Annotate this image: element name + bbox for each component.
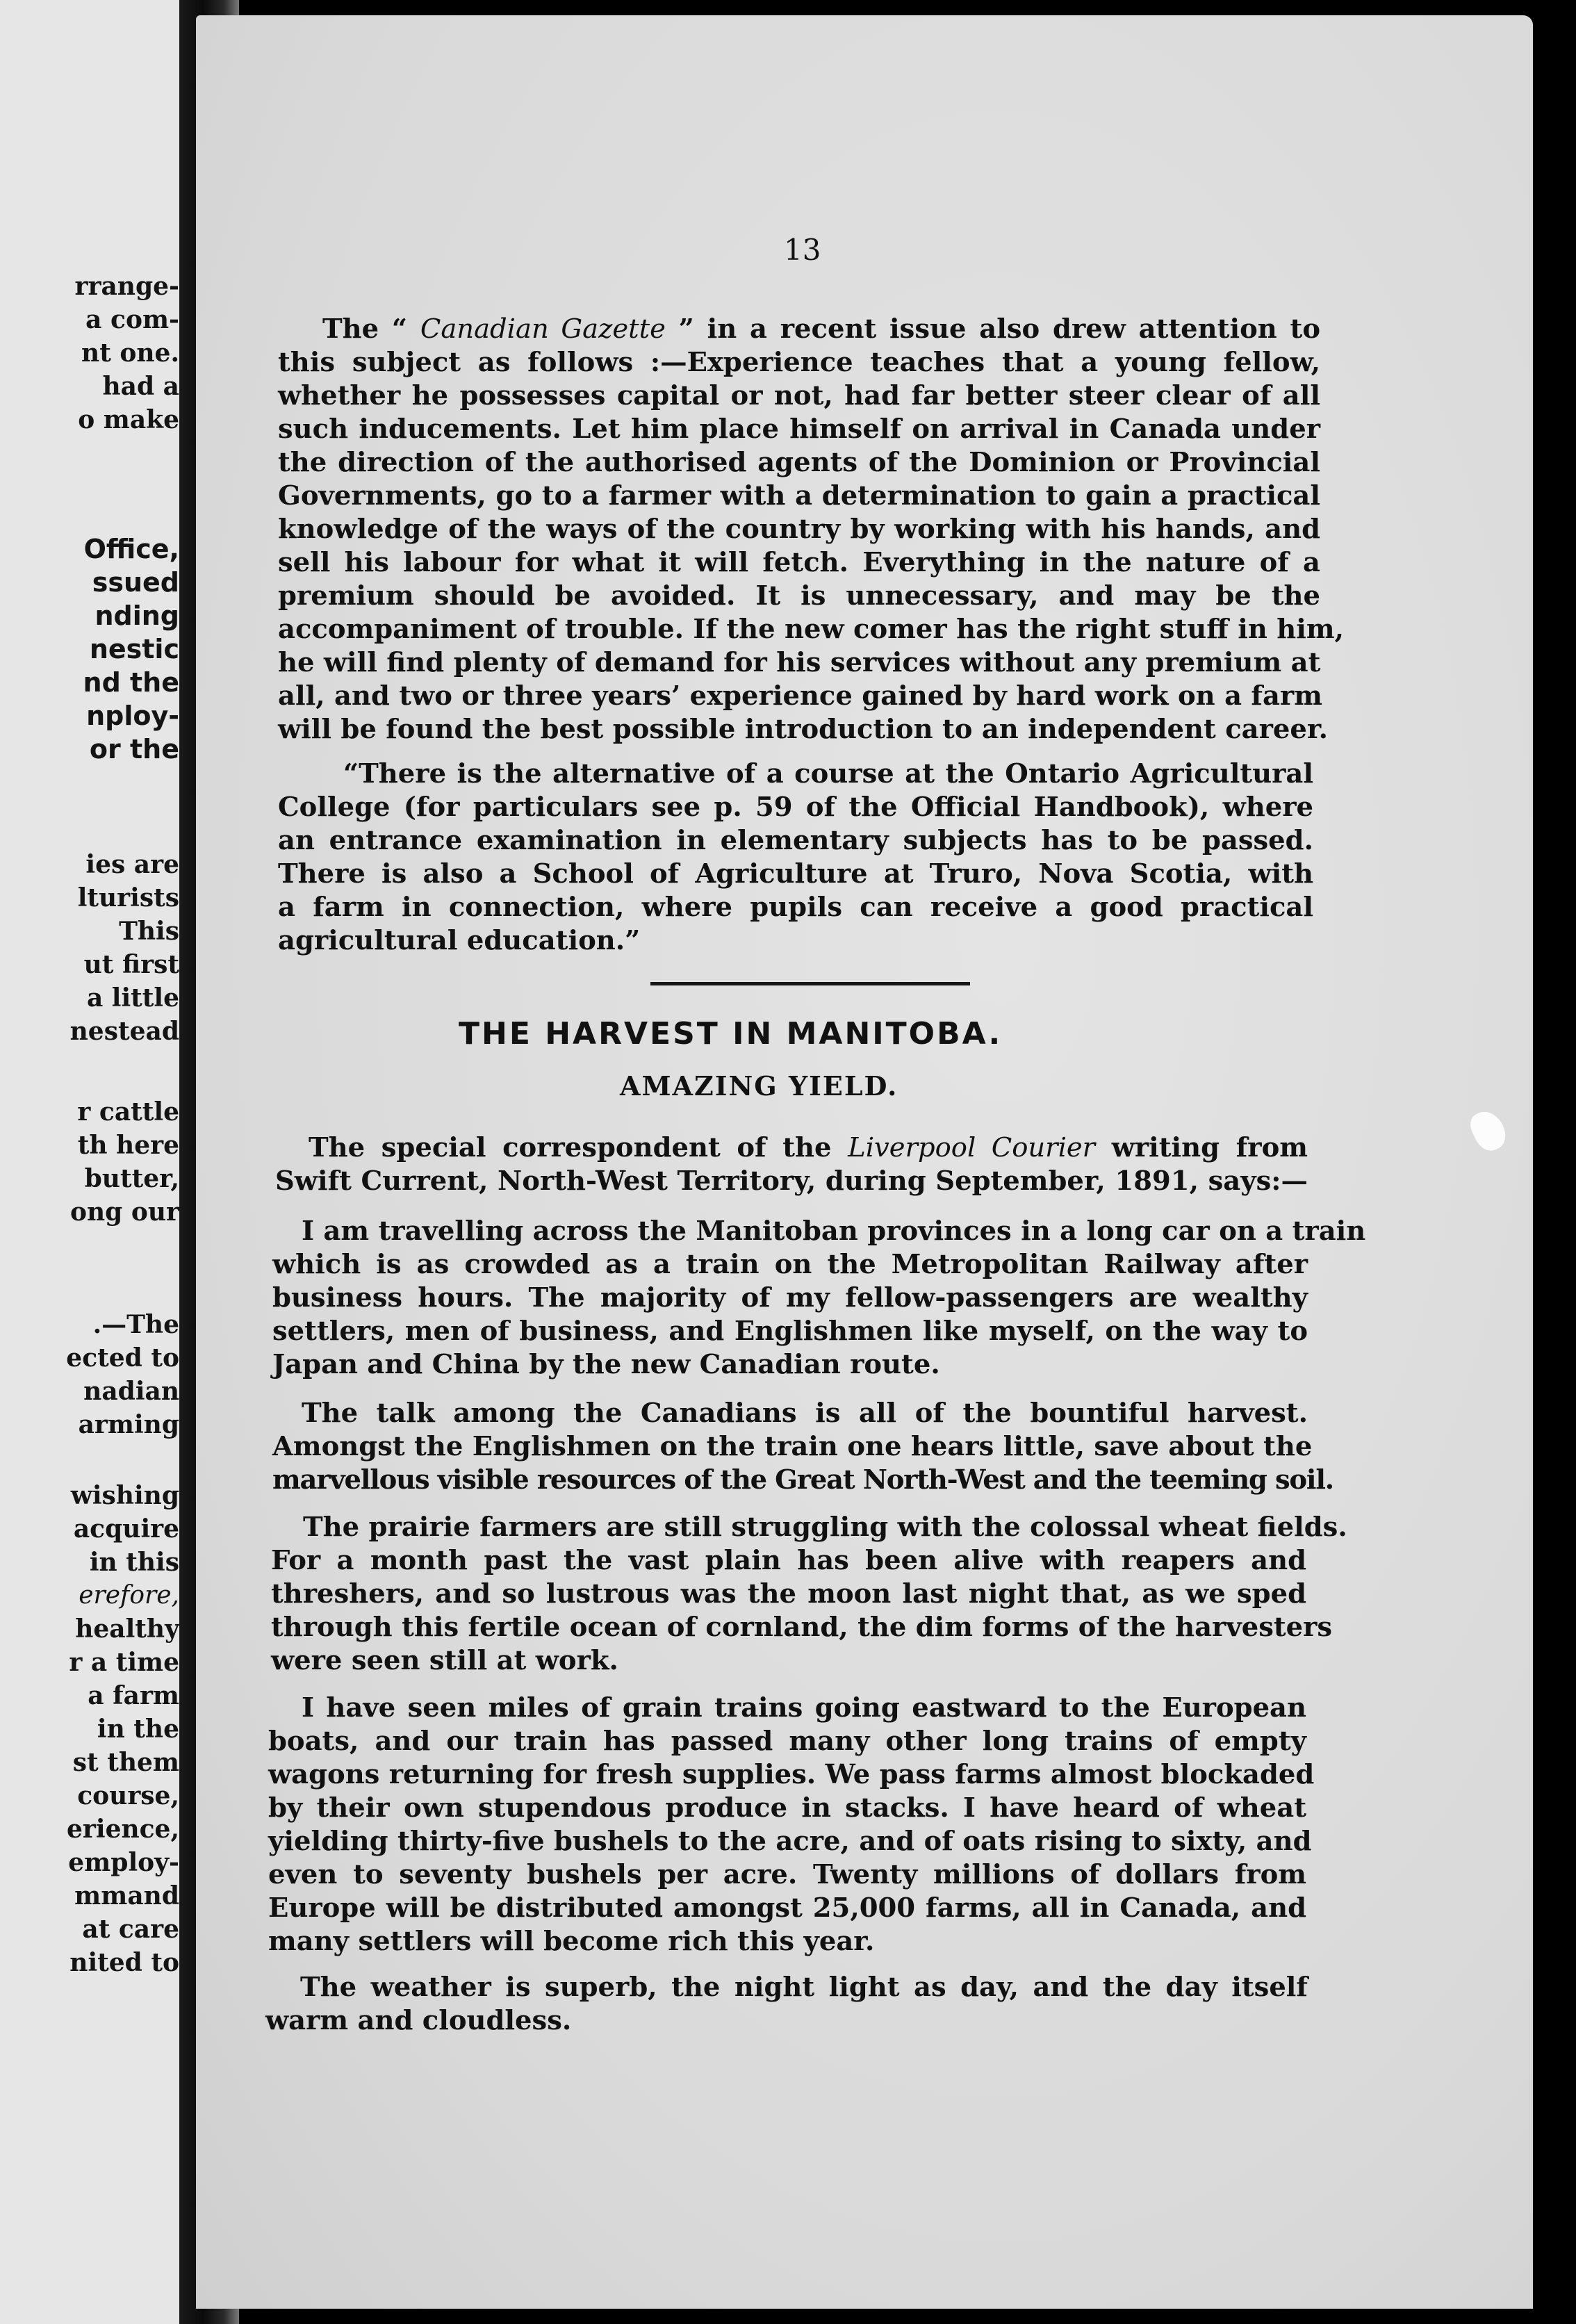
facing-line: nited to: [69, 1948, 179, 1977]
facing-line: r cattle: [77, 1097, 179, 1127]
facing-line: lturists: [77, 883, 179, 913]
facing-text-block-6: [0, 1479, 179, 1979]
facing-line: st them: [72, 1748, 179, 1777]
facing-line: o make: [78, 405, 179, 434]
text-line: an entrance examination in elementary subjects has to be passed.: [278, 825, 1313, 856]
section-divider: [650, 982, 970, 985]
facing-text-block-3: [0, 848, 179, 1048]
text-line: will be found the best possible introduction to an independent career.: [278, 714, 1329, 745]
facing-line: erefore,: [79, 1581, 179, 1610]
facing-line: nestic: [89, 634, 179, 664]
text-line: “There is the alternative of a course at the Ontario Agricultural: [343, 758, 1313, 789]
text-line: warm and cloudless.: [265, 2005, 572, 2036]
text-line: I have seen miles of grain trains going eastward to the European: [302, 1692, 1306, 1724]
text-line: business hours. The majority of my fellow-passengers are wealthy: [272, 1282, 1308, 1314]
article-paragraph: [268, 1692, 1315, 1958]
facing-line: r a time: [69, 1648, 179, 1677]
facing-line: in the: [97, 1715, 179, 1744]
facing-line: arming: [78, 1410, 179, 1439]
text-line: yielding thirty-five bushels to the acre, and of oats rising to sixty, and: [268, 1826, 1312, 1857]
facing-line: had a: [102, 372, 179, 401]
facing-line: or the: [89, 734, 179, 764]
intro-paragraph: [275, 1131, 1308, 1198]
article-subheadline: AMAZING YIELD.: [620, 1070, 898, 1102]
facing-line: nadian: [83, 1377, 179, 1406]
text-line: Europe will be distributed amongst 25,000 farms, all in Canada, and: [268, 1892, 1306, 1924]
facing-line: nd the: [83, 667, 179, 698]
facing-line: ong our: [69, 1197, 179, 1227]
facing-line: .—The: [92, 1310, 179, 1339]
text-line: even to seventy bushels per acre. Twenty millions of dollars from: [268, 1859, 1306, 1890]
facing-line: nestead: [69, 1017, 179, 1046]
facing-line: mmand: [74, 1881, 179, 1910]
facing-line: th here: [77, 1131, 179, 1160]
facing-line: employ-: [68, 1848, 179, 1877]
text-line: were seen still at work.: [271, 1645, 618, 1676]
facing-line: ies are: [85, 850, 179, 879]
text-line: Amongst the Englishmen on the train one hears little, save about the: [272, 1431, 1313, 1462]
text-line: knowledge of the ways of the country by working with his hands, and: [278, 514, 1320, 545]
facing-text-block-4: [0, 1095, 179, 1229]
text-line: The weather is superb, the night light as day, and the day itself: [300, 1972, 1308, 2003]
text-line: For a month past the vast plain has been alive with reapers and: [271, 1545, 1306, 1576]
text-line: the direction of the authorised agents of the Dominion or Provincial: [278, 447, 1320, 478]
text-line: There is also a School of Agriculture at Truro, Nova Scotia, with: [278, 858, 1313, 890]
facing-line: rrange-: [74, 272, 179, 301]
text-line: a farm in connection, where pupils can receive a good practical: [278, 892, 1313, 923]
facing-line: a farm: [88, 1681, 179, 1710]
facing-text-block-2: [0, 532, 179, 766]
facing-line: acquire: [73, 1514, 179, 1544]
text-line: he will find plenty of demand for his services without any premium at: [278, 647, 1321, 678]
text-line: all, and two or three years’ experience gained by hard work on a farm: [278, 680, 1322, 712]
text-line: accompaniment of trouble. If the new comer has the right stuff in him,: [278, 614, 1345, 645]
facing-line: in this: [89, 1548, 179, 1577]
article-paragraph: [272, 1215, 1366, 1382]
text-line: [275, 1131, 1308, 1165]
college-quote-paragraph: [278, 758, 1313, 958]
article-paragraph: [272, 1397, 1333, 1497]
facing-line: a com-: [85, 305, 179, 334]
text-line: [278, 313, 1320, 346]
article-paragraph: [265, 1971, 1308, 2038]
text-line: The prairie farmers are still struggling with the colossal wheat fields.: [303, 1512, 1347, 1543]
facing-line: ssued: [92, 567, 179, 598]
facing-line: wishing: [70, 1481, 179, 1510]
facing-line: Office,: [83, 534, 179, 564]
text-line: College (for particulars see p. 59 of the Official Handbook), where: [278, 792, 1313, 823]
text-line: wagons returning for fresh supplies. We pass farms almost blockaded: [268, 1759, 1315, 1790]
facing-line: at care: [82, 1915, 179, 1944]
facing-line: course,: [77, 1781, 179, 1810]
text-line: Governments, go to a farmer with a determination to gain a practical: [278, 480, 1320, 512]
facing-page-fragment: [0, 0, 179, 2324]
facing-text-block-1: [0, 270, 179, 436]
page-number: 13: [784, 233, 821, 267]
text-run: writing from: [1095, 1132, 1308, 1163]
publication-name: Liverpool Courier: [848, 1132, 1096, 1163]
facing-line: nploy-: [86, 701, 179, 731]
text-line: I am travelling across the Manitoban provinces in a long car on a train: [302, 1216, 1366, 1247]
text-line: settlers, men of business, and Englishmen like myself, on the way to: [272, 1316, 1308, 1347]
text-line: whether he possesses capital or not, had far better steer clear of all: [278, 380, 1320, 411]
facing-line: butter,: [84, 1164, 179, 1193]
facing-line: healthy: [75, 1614, 179, 1644]
facing-line: nt one.: [81, 338, 179, 368]
text-line: premium should be avoided. It is unnecessary, and may be the: [278, 580, 1320, 612]
text-run: The special correspondent of the: [309, 1132, 848, 1163]
facing-text-block-5: [0, 1308, 179, 1441]
facing-line: This: [119, 917, 179, 946]
facing-line: nding: [95, 600, 179, 631]
text-line: such inducements. Let him place himself on arrival in Canada under: [278, 414, 1320, 445]
text-line: through this fertile ocean of cornland, the dim forms of the harvesters: [271, 1612, 1333, 1643]
text-run: The “: [322, 313, 420, 345]
article-paragraph: [271, 1511, 1347, 1678]
facing-line: ected to: [66, 1343, 179, 1373]
publication-name: Canadian Gazette: [420, 313, 666, 345]
text-line: The talk among the Canadians is all of the bountiful harvest.: [302, 1398, 1308, 1429]
text-line: Swift Current, North-West Territory, during September, 1891, says:—: [275, 1165, 1308, 1197]
text-line: this subject as follows :—Experience teaches that a young fellow,: [278, 347, 1320, 378]
text-line: boats, and our train has passed many other long trains of empty: [268, 1726, 1306, 1757]
text-line: marvellous visible resources of the Great North-West and the teeming soil.: [272, 1464, 1333, 1496]
facing-line: ut first: [83, 950, 179, 979]
facing-line: erience,: [67, 1815, 179, 1844]
text-line: threshers, and so lustrous was the moon last night that, as we sped: [271, 1578, 1306, 1610]
scan-border: [1533, 0, 1576, 2324]
text-line: Japan and China by the new Canadian route.: [272, 1349, 940, 1380]
text-line: sell his labour for what it will fetch. Everything in the nature of a: [278, 547, 1320, 578]
gazette-quote-paragraph: [278, 313, 1345, 746]
facing-line: a little: [86, 983, 179, 1013]
text-line: which is as crowded as a train on the Metropolitan Railway after: [272, 1249, 1308, 1280]
text-run: ” in a recent issue also drew attention to: [665, 313, 1320, 345]
text-line: by their own stupendous produce in stacks. I have heard of wheat: [268, 1792, 1306, 1824]
article-headline: THE HARVEST IN MANITOBA.: [459, 1016, 1003, 1051]
text-line: many settlers will become rich this year.: [268, 1926, 875, 1957]
text-line: agricultural education.”: [278, 925, 641, 956]
